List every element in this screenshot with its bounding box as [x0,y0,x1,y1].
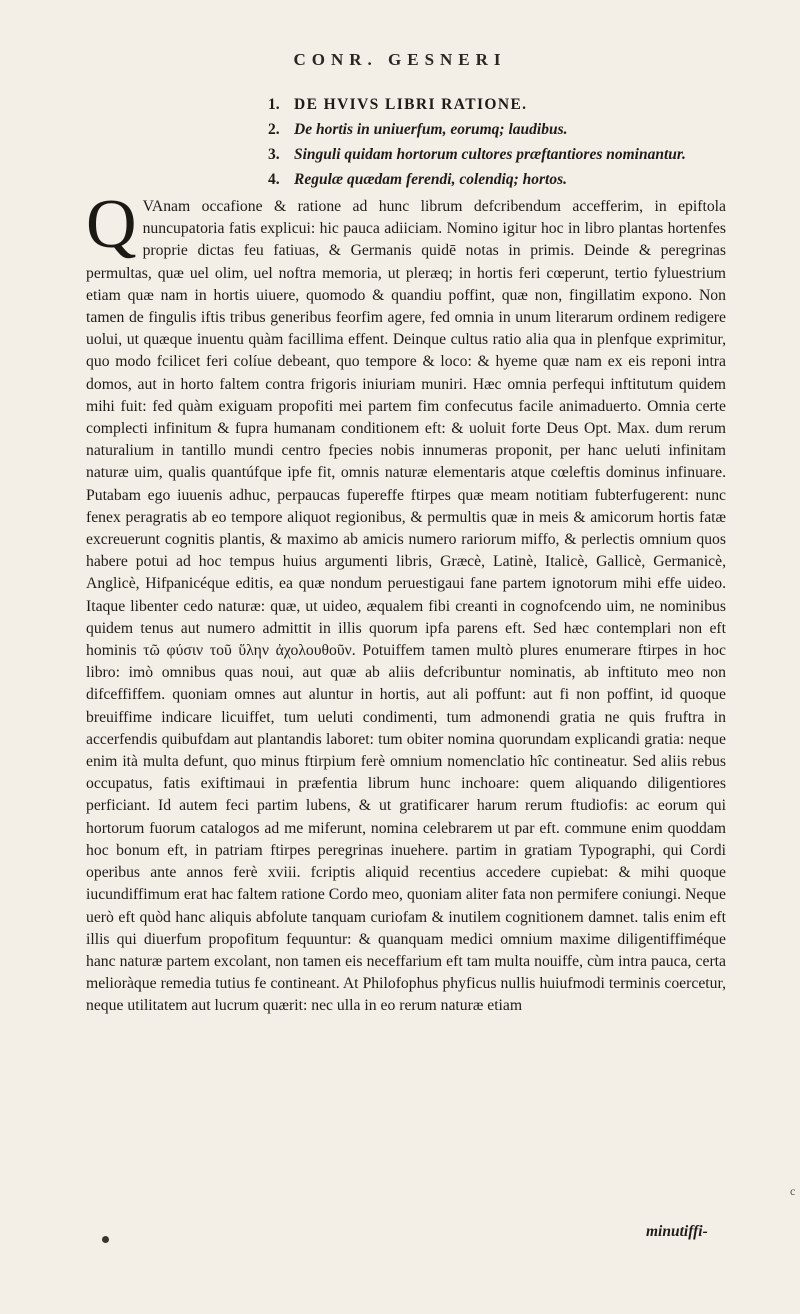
chapter-contents-list [268,96,748,196]
toc-item-text: Singuli quidam hortorum cultores præftantiores nominantur. [294,146,686,163]
toc-item-text: De hortis in uniuerfum, eorumq; laudibus. [294,121,568,138]
toc-item-number: 2. [268,121,280,138]
drop-cap: Q [86,186,137,263]
toc-item [268,171,748,196]
toc-item [268,121,748,146]
body-text: VAnam occafione & ratione ad hunc librum defcribendum accefferim, in epiftola nuncupatoria fatis explicui: hic pauca adiiciam. Nomino igitur hoc in libro plantas hortenfes proprie dictas feu fatiuas, & Germanis quidē notas in primis. Deinde & peregrinas permultas, quæ uel olim, uel noftra memoria, ut pleræq; in hortis feri cœperunt, tertio fyluestrium etiam quæ nam in hortis uiuere, quomodo & quandiu poffint, quæ non, fingillatim expono. Non tamen de fingulis iftis tribus generibus feorfim agere, fed omnia in unum literarum ordinem redigere uolui, ut quæque inuentu quàm facillima effent. Deinque cultus ratio alia qua in plenfque exprimitur, quo modo fcilicet feri colíue debeant, quo tempore & loco: & hyeme quæ nam ex eis reponi intra domos, aut in horto faltem contra frigoris iniuriam muniri. Hæc omnia perfequi inftitutum quidem mihi fuit: fed quàm exiguam propofiti mei partem fim confecutus facile animaduerto. Omnia certe complecti infinitum & fupra humanam conditionem eft: & uoluit forte Deus Opt. Max. dum rerum naturalium in tantillo mundi centro fpecies nobis innumeras proponit, per hanc ueluti infinitam naturæ uim, qualis quantúfque ipfe fit, omnis naturæ elementaris atque cœleftis dominus infinuare. Putabam ego iuuenis adhuc, perpaucas fupereffe ftirpes quæ meam notitiam fubterfugerent: nunc fenex peragratis ab eo tempore aliquot regionibus, & permultis quæ in meis & amicorum hortis fatæ excreuerunt cognitis plantis, & maximo ab amicis numero rariorum miffo, & perlectis omnium quos habere potui ad hoc tempus huius argumenti libris, Græcè, Latinè, Italicè, Gallicè, Germanicè, Anglicè, Hifpanicéque editis, ea quæ nondum peruestigaui fane partem ignotorum mihi effe uideo. Itaque libenter cedo naturæ: quæ, ut uideo, æqualem fibi creanti in cognofcendo uim, ne nominibus quidem tenus aut numero admittit in illis quorum ipfa parens eft. Sed hæc contemplari non eft hominis τῶ φύσιν τοῦ ὕλην ἀχολουθοῦν. Potuiffem tamen multò plures enumerare ftirpes in hoc libro: imò omnibus quas noui, aut quæ ab aliis defcribuntur nominatis, ab inftituto meo non difceffiffem. quoniam omnes aut aluntur in hortis, aut ali poffunt: aut fi non poffint, id quoque breuiffime indicare licuiffet, tum ueluti condimenti, tum admonendi gratia ne quis fruftra in accerfendis quibufdam aut plantandis laboret: tum obiter nomina quorundam explicandi gratia: neque enim ità multa defunt, quo minus ftirpium ferè omnium nomenclatio hîc contineatur. Sed aliis rebus occupatus, fatis exiftimaui in præfentia librum hunc inchoare: quem aliquando diligentiores perficiant. Id autem feci partim lubens, & ut gratificarer harum rerum ftudiofis: ac eorum qui hortorum fuorum catalogos ad me miferunt, nomina celebrarem ut par eft. commune enim quoddam hoc bonum eft, in patriam ftirpes peregrinas inuehere. partim in gratiam Typographi, qui Cordi operibus ante annos ferè xviii. fcriptis aliquid recentius accedere cupiebat: & mihi quoque iucundiffimum erat hac faltem ratione Cordo meo, quoniam aliter fata non permifere coniungi. Neque uerò eft quòd hanc aliquis abfolute tanquam curiofam & inutilem cognitionem damnet. talis enim eft illis qui diuerfum propofitum fequuntur: & quanquam medici omnium maxime diligentiffiméque hanc naturæ partem excolant, non tamen eis neceffarium eft tam multa nouiffe, cùm intra pauca, certa melioràque remedia tutius fe contineant. At Philofophus phyficus nullis huiufmodi terminis coercetur, neque utilitatem aut lucrum quærit: nec ulla in eo rerum naturæ etiam [86,198,726,1015]
toc-item [268,146,748,171]
body-paragraph [86,186,726,1018]
toc-item [268,96,748,121]
toc-item-text: Regulæ quædam ferendi, colendiq; hortos. [294,171,567,188]
toc-item-text: DE HVIVS LIBRI RATIONE. [294,96,528,113]
margin-mark: c [790,1184,796,1198]
toc-item-number: 1. [268,96,280,113]
ink-dot [102,1236,109,1243]
toc-item-number: 3. [268,146,280,163]
running-head: CONR. GESNERI [293,50,507,69]
toc-item-number: 4. [268,171,280,188]
catchword: minutiffi- [646,1223,708,1240]
